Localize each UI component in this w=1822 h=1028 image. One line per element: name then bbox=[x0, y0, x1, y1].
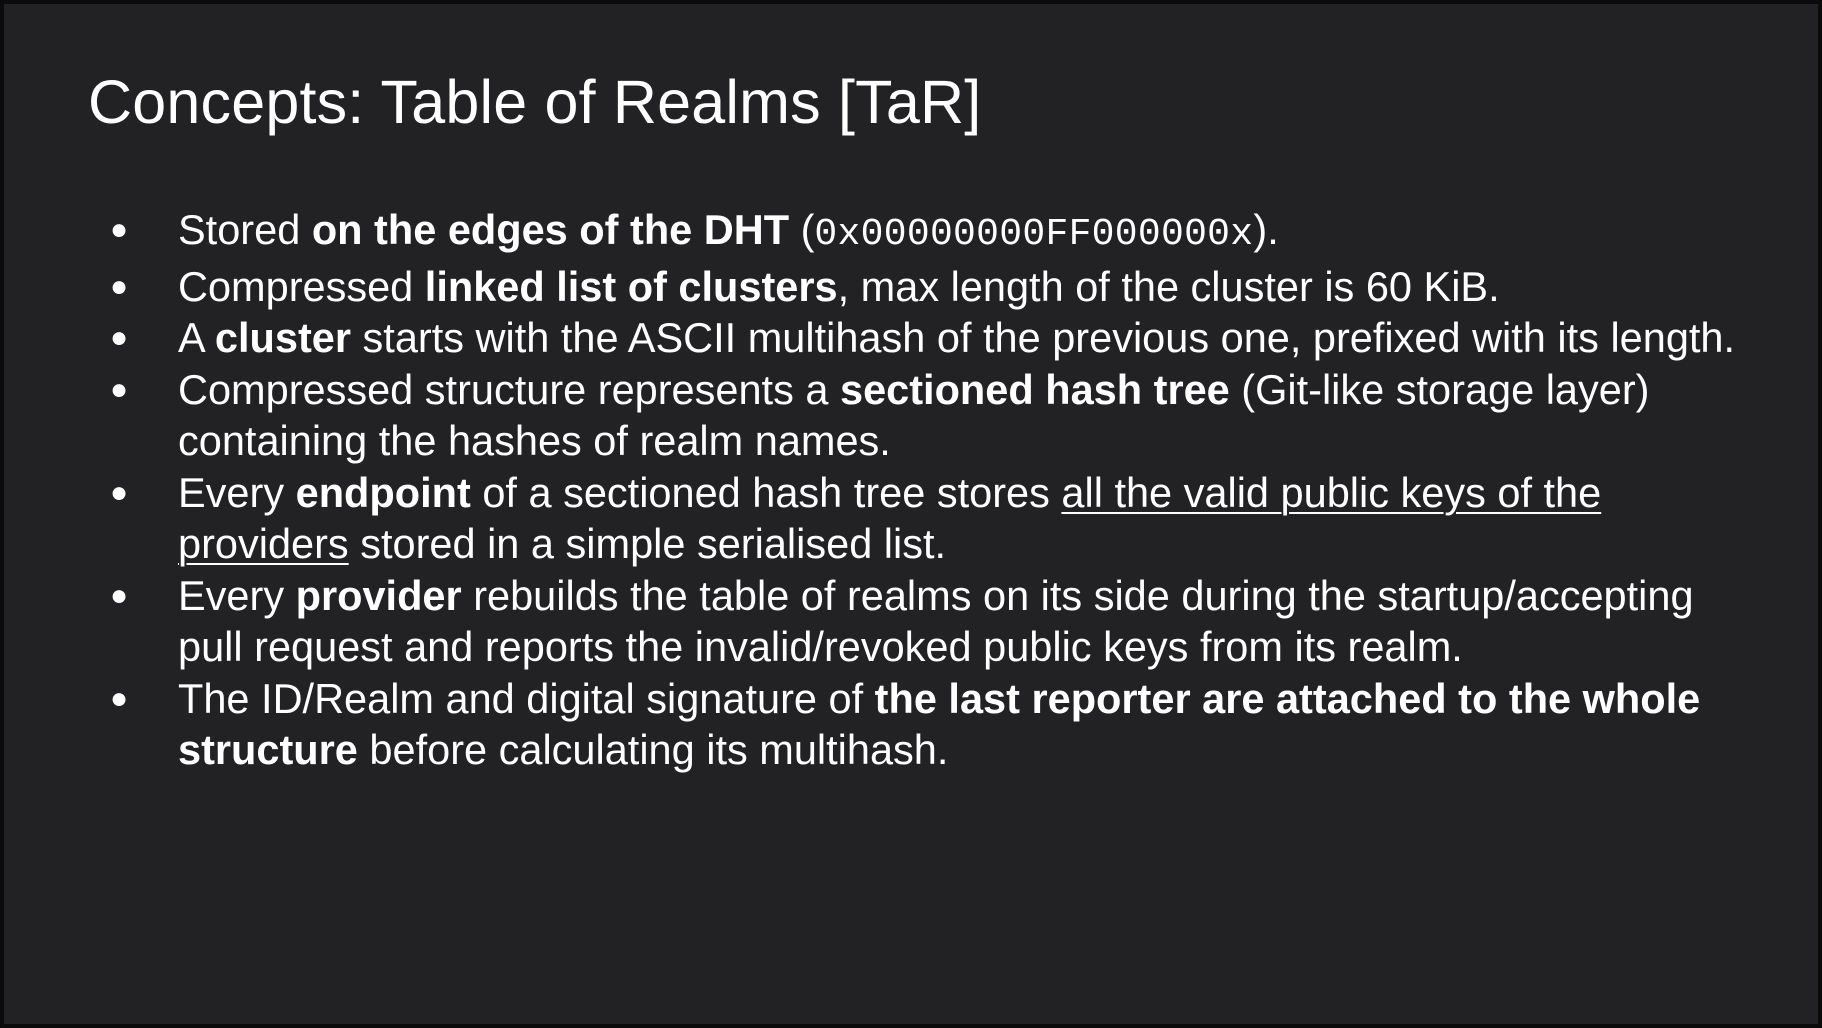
bullet-list bbox=[104, 204, 1764, 776]
bullet-text-segment: before calculating its multihash. bbox=[357, 726, 949, 773]
bullet-dot-icon: ● bbox=[110, 372, 129, 406]
bullet-text-segment: linked list of clusters bbox=[424, 262, 838, 310]
bullet-text-segment: starts with the ASCII multihash of the previous one, prefixed with its length. bbox=[351, 314, 1736, 361]
bullet-text-segment: The ID/Realm and digital signature of bbox=[178, 674, 875, 722]
bullet-text-segment: provider bbox=[295, 571, 462, 619]
bullet-text-segment: on the edges of the DHT bbox=[311, 206, 790, 253]
bullet-text-segment: ). bbox=[1253, 206, 1279, 253]
bullet-item bbox=[104, 312, 1764, 364]
bullet-dot-icon: ● bbox=[110, 269, 129, 303]
bullet-dot-icon: ● bbox=[110, 681, 129, 715]
bullet-text-segment: sectioned hash tree bbox=[839, 365, 1230, 413]
bullet-item bbox=[104, 364, 1764, 467]
bullet-text-segment: the last reporter are attached to the whole structure bbox=[178, 674, 1701, 773]
bullet-dot-icon: ● bbox=[110, 578, 129, 612]
bullet-text-segment: Every bbox=[178, 571, 296, 619]
slide-title: Concepts: Table of Realms [TaR] bbox=[88, 68, 982, 136]
bullet-item bbox=[104, 261, 1764, 313]
bullet-item bbox=[104, 570, 1764, 673]
bullet-text-segment: of a sectioned hash tree stores bbox=[470, 468, 1062, 516]
bullet-text-segment: endpoint bbox=[295, 468, 471, 516]
bullet-text-segment: (Git-like storage layer) containing the hashes of realm names. bbox=[178, 365, 1650, 464]
bullet-text-segment: all the valid public keys of the providers bbox=[178, 468, 1602, 567]
bullet-text-segment: A bbox=[178, 314, 215, 361]
bullet-text-segment: Every bbox=[178, 468, 296, 516]
bullet-text-segment: rebuilds the table of realms on its side during the startup/accepting pull request and reports the invalid/revoked public keys from its realm. bbox=[178, 571, 1694, 670]
bullet-item bbox=[104, 673, 1764, 776]
bullet-text-segment: Stored bbox=[178, 206, 312, 253]
bullet-text-segment: cluster bbox=[214, 314, 352, 361]
bullet-text-segment: 0x00000000FF000000x bbox=[814, 213, 1254, 256]
bullet-dot-icon: ● bbox=[110, 213, 129, 246]
bullet-text-segment: , max length of the cluster is 60 KiB. bbox=[837, 262, 1500, 310]
bullet-dot-icon: ● bbox=[110, 321, 129, 354]
bullet-item bbox=[104, 204, 1764, 261]
bullet-text-segment: stored in a simple serialised list. bbox=[348, 520, 947, 567]
bullet-text-segment: Compressed bbox=[178, 262, 425, 310]
bullet-text-segment: ( bbox=[789, 206, 815, 253]
bullet-dot-icon: ● bbox=[110, 475, 129, 509]
bullet-text-segment: Compressed structure represents a bbox=[178, 365, 840, 413]
bullet-item bbox=[104, 467, 1764, 570]
